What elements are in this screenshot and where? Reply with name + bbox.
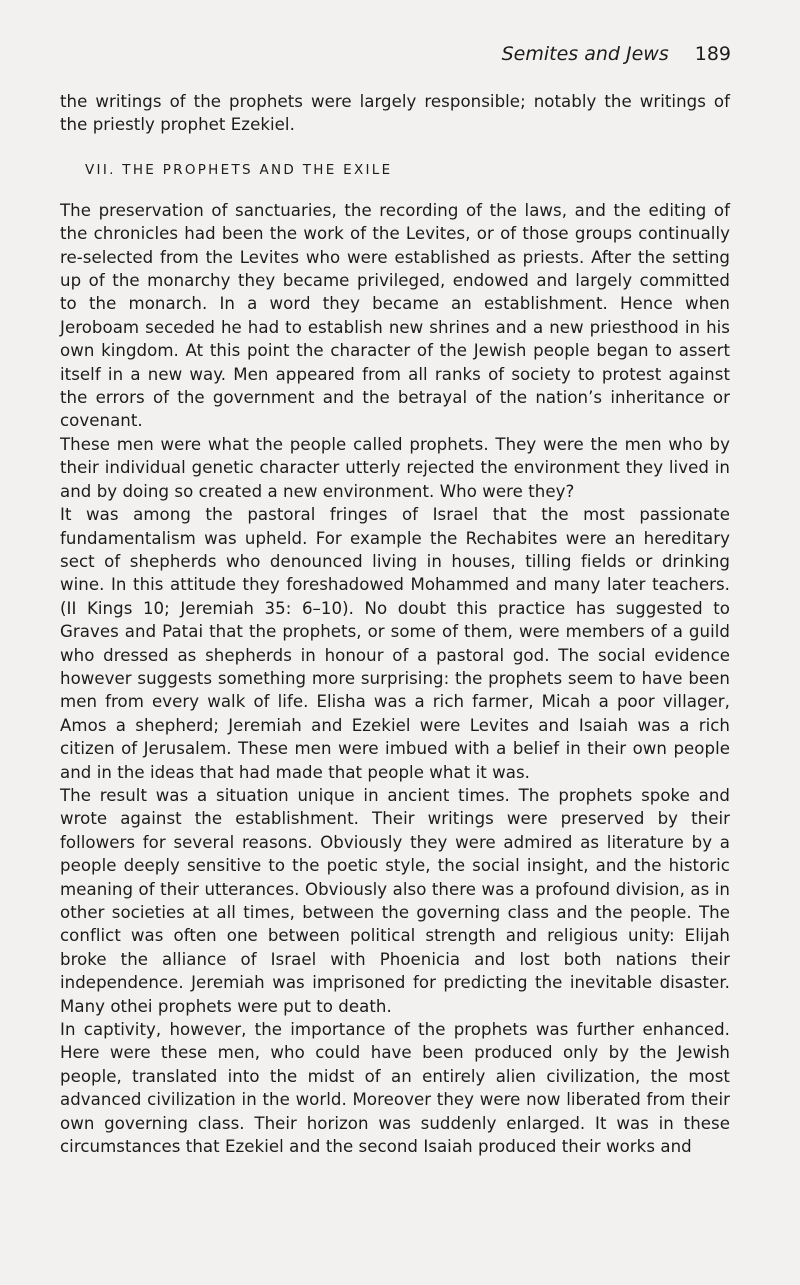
body-text [60,90,730,1158]
paragraph: These men were what the people called prophets. They were the men who by their individual genetic character utterly rejected the environment they lived in and by doing so created a new environment. Who were they? [60,434,730,501]
section-heading: VII. THE PROPHETS AND THE EXILE [85,161,393,178]
paragraph: The preservation of sanctuaries, the recording of the laws, and the editing of the chronicles had been the work of the Levites, or of those groups continually re-selected from the Levites who were established as priests. After the setting up of the monarchy they became privileged, endowed and largely committed to the monarch. In a word they became an establishment. Hence when Jeroboam seceded he had to establish new shrines and a new priesthood in his own kingdom. At this point the character of the Jewish people began to assert itself in a new way. Men appeared from all ranks of society to protest against the errors of the government and the betrayal of the nation’s inheritance or covenant. [60,200,730,431]
running-head [502,42,731,66]
page-number: 189 [694,43,731,65]
paragraph: It was among the pastoral fringes of Israel that the most passionate fundamentalism was upheld. For example the Rechabites were an hereditary sect of shepherds who denounced living in houses, tilling fields or drinking wine. In this attitude they foreshadowed Mohammed and many later teachers. (II Kings 10; Jeremiah 35: 6–10). No doubt this practice has suggested to Graves and Patai that the prophets, or some of them, were members of a guild who dressed as shepherds in honour of a pastoral god. The social evidence however suggests something more surprising: the prophets seem to have been men from every walk of life. Elisha was a rich farmer, Micah a poor villager, Amos a shepherd; Jeremiah and Ezekiel were Levites and Isaiah was a rich citizen of Jerusalem. These men were imbued with a belief in their own people and in the ideas that had made that people what it was. [60,505,730,782]
intro-paragraph: the writings of the prophets were largely responsible; notably the writings of the priestly prophet Ezekiel. [60,92,730,135]
running-title: Semites and Jews [501,43,669,65]
paragraph: In captivity, however, the importance of the prophets was further enhanced. Here were these men, who could have been produced only by the Jewish people, translated into the midst of an entirely alien civilization, the most advanced civilization in the world. Moreover they were now liberated from their own governing class. Their horizon was suddenly enlarged. It was in these circumstances that Ezekiel and the second Isaiah produced their works and [60,1020,730,1157]
paragraph: The result was a situation unique in ancient times. The prophets spoke and wrote against the establishment. Their writings were preserved by their followers for several reasons. Obviously they were admired as literature by a people deeply sensitive to the poetic style, the social insight, and the historic meaning of their utterances. Obviously also there was a profound division, as in other societies at all times, between the governing class and the people. The conflict was often one between political strength and religious unity: Elijah broke the alliance of Israel with Phoenicia and lost both nations their independence. Jeremiah was imprisoned for predicting the inevitable disaster. Many othei prophets were put to death. [60,785,730,1016]
